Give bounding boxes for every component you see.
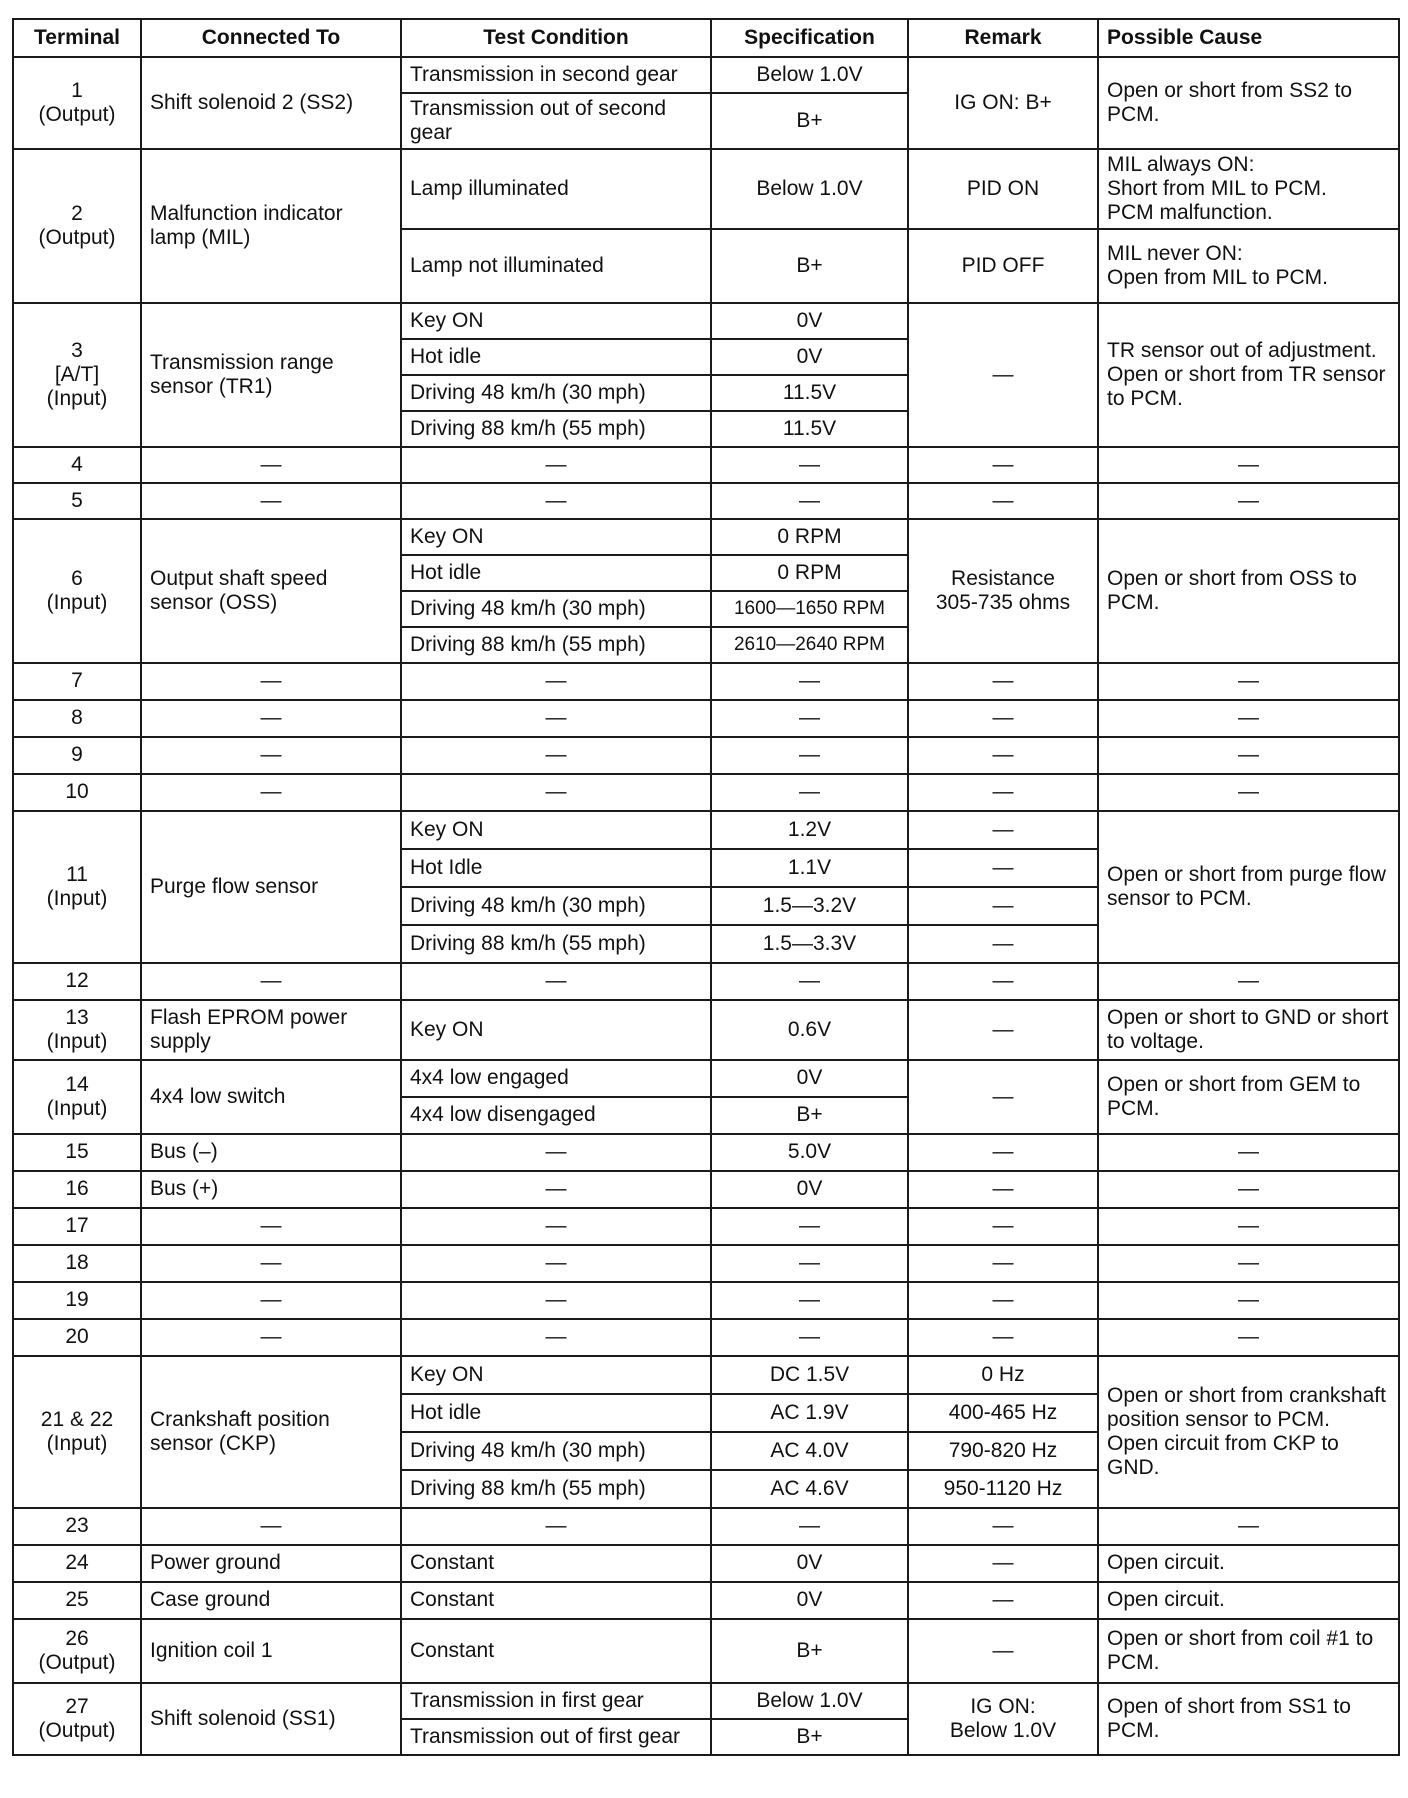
table-row [13, 1208, 1399, 1245]
table-row [13, 963, 1399, 1000]
condition-cell: — [401, 1245, 711, 1282]
terminal-cell: 27 (Output) [13, 1683, 141, 1755]
cause-cell: Open or short from coil #1 to PCM. [1098, 1619, 1399, 1683]
condition-cell: Driving 48 km/h (30 mph) [401, 1432, 711, 1470]
remark-cell: IG ON: B+ [908, 57, 1098, 149]
table-row [13, 1582, 1399, 1619]
cause-cell: — [1098, 1508, 1399, 1545]
table-row [13, 57, 1399, 93]
connected-cell: — [141, 483, 401, 519]
cause-cell: Open or short from OSS to PCM. [1098, 519, 1399, 663]
spec-cell: 0V [711, 1582, 908, 1619]
cause-cell: — [1098, 1245, 1399, 1282]
condition-cell: Constant [401, 1545, 711, 1582]
spec-cell: B+ [711, 1719, 908, 1755]
cause-cell: Open or short from SS2 to PCM. [1098, 57, 1399, 149]
terminal-cell: 18 [13, 1245, 141, 1282]
spec-cell: — [711, 700, 908, 737]
spec-cell: 0 RPM [711, 519, 908, 555]
terminal-cell: 11 (Input) [13, 811, 141, 963]
connected-cell: — [141, 963, 401, 1000]
spec-cell: Below 1.0V [711, 57, 908, 93]
cause-cell: — [1098, 963, 1399, 1000]
terminal-cell: 24 [13, 1545, 141, 1582]
terminal-cell: 26 (Output) [13, 1619, 141, 1683]
spec-cell: 0V [711, 339, 908, 375]
spec-cell: 0.6V [711, 1000, 908, 1060]
header-test-condition: Test Condition [401, 19, 711, 57]
header-specification: Specification [711, 19, 908, 57]
condition-cell: Driving 88 km/h (55 mph) [401, 925, 711, 963]
table-row [13, 1508, 1399, 1545]
spec-cell: 1.2V [711, 811, 908, 849]
terminal-cell: 25 [13, 1582, 141, 1619]
condition-cell: Key ON [401, 303, 711, 339]
cause-cell: — [1098, 483, 1399, 519]
table-row [13, 1683, 1399, 1719]
connected-cell: — [141, 774, 401, 811]
condition-cell: 4x4 low disengaged [401, 1097, 711, 1134]
connected-cell: Output shaft speed sensor (OSS) [141, 519, 401, 663]
cause-cell: — [1098, 774, 1399, 811]
spec-cell: — [711, 963, 908, 1000]
header-row [13, 19, 1399, 57]
terminal-cell: 16 [13, 1171, 141, 1208]
connected-cell: — [141, 1208, 401, 1245]
terminal-cell: 8 [13, 700, 141, 737]
condition-cell: Key ON [401, 519, 711, 555]
connected-cell: Transmission range sensor (TR1) [141, 303, 401, 447]
table-row [13, 303, 1399, 339]
table-row [13, 1000, 1399, 1060]
spec-cell: — [711, 1208, 908, 1245]
condition-cell: Transmission out of second gear [401, 93, 711, 149]
pcm-terminal-table [12, 18, 1400, 1756]
spec-cell: 11.5V [711, 375, 908, 411]
spec-cell: 5.0V [711, 1134, 908, 1171]
connected-cell: Purge flow sensor [141, 811, 401, 963]
table-row [13, 663, 1399, 700]
remark-cell: — [908, 1282, 1098, 1319]
remark-cell: — [908, 663, 1098, 700]
cause-cell: — [1098, 1134, 1399, 1171]
remark-cell: — [908, 963, 1098, 1000]
table-row [13, 1171, 1399, 1208]
condition-cell: Hot Idle [401, 849, 711, 887]
connected-cell: — [141, 1319, 401, 1356]
condition-cell: Lamp not illuminated [401, 229, 711, 303]
remark-cell: Resistance 305-735 ohms [908, 519, 1098, 663]
spec-cell: B+ [711, 1097, 908, 1134]
remark-cell: — [908, 737, 1098, 774]
remark-cell: 790-820 Hz [908, 1432, 1098, 1470]
condition-cell: Hot idle [401, 555, 711, 591]
condition-cell: — [401, 1208, 711, 1245]
table-row [13, 1319, 1399, 1356]
header-remark: Remark [908, 19, 1098, 57]
cause-cell: Open of short from SS1 to PCM. [1098, 1683, 1399, 1755]
table-row [13, 1356, 1399, 1394]
connected-cell: Case ground [141, 1582, 401, 1619]
spec-cell: — [711, 663, 908, 700]
cause-cell: — [1098, 737, 1399, 774]
spec-cell: AC 4.6V [711, 1470, 908, 1508]
cause-cell: Open or short from crankshaft position sensor to PCM. Open circuit from CKP to GND. [1098, 1356, 1399, 1508]
remark-cell: — [908, 1319, 1098, 1356]
spec-cell: B+ [711, 1619, 908, 1683]
spec-cell: Below 1.0V [711, 149, 908, 229]
terminal-cell: 12 [13, 963, 141, 1000]
remark-cell: 950-1120 Hz [908, 1470, 1098, 1508]
remark-cell: — [908, 1000, 1098, 1060]
remark-cell: — [908, 1208, 1098, 1245]
condition-cell: Driving 48 km/h (30 mph) [401, 887, 711, 925]
condition-cell: Driving 48 km/h (30 mph) [401, 375, 711, 411]
spec-cell: 1600—1650 RPM [711, 591, 908, 627]
terminal-cell: 4 [13, 447, 141, 483]
connected-cell: Power ground [141, 1545, 401, 1582]
cause-cell: — [1098, 1282, 1399, 1319]
terminal-cell: 19 [13, 1282, 141, 1319]
table-row [13, 149, 1399, 229]
remark-cell: PID OFF [908, 229, 1098, 303]
cause-cell: — [1098, 700, 1399, 737]
table-row [13, 700, 1399, 737]
table-row [13, 774, 1399, 811]
spec-cell: 2610—2640 RPM [711, 627, 908, 663]
spec-cell: 1.5—3.3V [711, 925, 908, 963]
spec-cell: 0 RPM [711, 555, 908, 591]
connected-cell: — [141, 663, 401, 700]
remark-cell: — [908, 849, 1098, 887]
remark-cell: — [908, 1171, 1098, 1208]
spec-cell: 1.5—3.2V [711, 887, 908, 925]
condition-cell: Constant [401, 1619, 711, 1683]
spec-cell: — [711, 447, 908, 483]
terminal-cell: 3 [A/T] (Input) [13, 303, 141, 447]
connected-cell: Ignition coil 1 [141, 1619, 401, 1683]
terminal-cell: 17 [13, 1208, 141, 1245]
remark-cell: — [908, 811, 1098, 849]
terminal-cell: 13 (Input) [13, 1000, 141, 1060]
condition-cell: Key ON [401, 811, 711, 849]
terminal-cell: 21 & 22 (Input) [13, 1356, 141, 1508]
terminal-cell: 6 (Input) [13, 519, 141, 663]
spec-cell: — [711, 1245, 908, 1282]
spec-cell: DC 1.5V [711, 1356, 908, 1394]
condition-cell: Transmission out of first gear [401, 1719, 711, 1755]
remark-cell: — [908, 1245, 1098, 1282]
spec-cell: 0V [711, 1545, 908, 1582]
table-row [13, 483, 1399, 519]
condition-cell: — [401, 737, 711, 774]
remark-cell: — [908, 1619, 1098, 1683]
cause-cell: TR sensor out of adjustment. Open or short from TR sensor to PCM. [1098, 303, 1399, 447]
condition-cell: Key ON [401, 1000, 711, 1060]
connected-cell: — [141, 1245, 401, 1282]
table-row [13, 1619, 1399, 1683]
spec-cell: AC 1.9V [711, 1394, 908, 1432]
remark-cell: — [908, 1060, 1098, 1134]
remark-cell: PID ON [908, 149, 1098, 229]
connected-cell: Shift solenoid (SS1) [141, 1683, 401, 1755]
header-possible-cause: Possible Cause [1098, 19, 1399, 57]
spec-cell: — [711, 1508, 908, 1545]
connected-cell: — [141, 1282, 401, 1319]
terminal-cell: 9 [13, 737, 141, 774]
remark-cell: — [908, 1134, 1098, 1171]
remark-cell: — [908, 1508, 1098, 1545]
terminal-cell: 23 [13, 1508, 141, 1545]
cause-cell: Open circuit. [1098, 1545, 1399, 1582]
condition-cell: Key ON [401, 1356, 711, 1394]
table-row [13, 1060, 1399, 1097]
connected-cell: Bus (+) [141, 1171, 401, 1208]
condition-cell: — [401, 1508, 711, 1545]
condition-cell: Driving 88 km/h (55 mph) [401, 627, 711, 663]
cause-cell: Open or short from purge flow sensor to PCM. [1098, 811, 1399, 963]
spec-cell: 11.5V [711, 411, 908, 447]
cause-cell: MIL always ON: Short from MIL to PCM. PCM malfunction. [1098, 149, 1399, 229]
cause-cell: Open or short from GEM to PCM. [1098, 1060, 1399, 1134]
header-connected-to: Connected To [141, 19, 401, 57]
spec-cell: — [711, 1282, 908, 1319]
remark-cell: — [908, 303, 1098, 447]
remark-cell: — [908, 700, 1098, 737]
table-row [13, 519, 1399, 555]
spec-cell: Below 1.0V [711, 1683, 908, 1719]
terminal-cell: 2 (Output) [13, 149, 141, 303]
condition-cell: — [401, 483, 711, 519]
connected-cell: — [141, 447, 401, 483]
spec-cell: AC 4.0V [711, 1432, 908, 1470]
remark-cell: IG ON: Below 1.0V [908, 1683, 1098, 1755]
spec-cell: — [711, 483, 908, 519]
remark-cell: — [908, 887, 1098, 925]
condition-cell: Lamp illuminated [401, 149, 711, 229]
spec-cell: — [711, 1319, 908, 1356]
spec-cell: 1.1V [711, 849, 908, 887]
connected-cell: Shift solenoid 2 (SS2) [141, 57, 401, 149]
connected-cell: Bus (–) [141, 1134, 401, 1171]
terminal-cell: 10 [13, 774, 141, 811]
connected-cell: — [141, 1508, 401, 1545]
remark-cell: — [908, 447, 1098, 483]
remark-cell: — [908, 1545, 1098, 1582]
condition-cell: Hot idle [401, 339, 711, 375]
cause-cell: Open circuit. [1098, 1582, 1399, 1619]
spec-cell: 0V [711, 303, 908, 339]
condition-cell: — [401, 774, 711, 811]
table-row [13, 737, 1399, 774]
remark-cell: — [908, 774, 1098, 811]
cause-cell: Open or short to GND or short to voltage. [1098, 1000, 1399, 1060]
connected-cell: Malfunction indicator lamp (MIL) [141, 149, 401, 303]
condition-cell: Transmission in first gear [401, 1683, 711, 1719]
remark-cell: — [908, 925, 1098, 963]
condition-cell: — [401, 700, 711, 737]
connected-cell: Crankshaft position sensor (CKP) [141, 1356, 401, 1508]
condition-cell: Driving 48 km/h (30 mph) [401, 591, 711, 627]
terminal-cell: 1 (Output) [13, 57, 141, 149]
condition-cell: — [401, 963, 711, 1000]
condition-cell: Constant [401, 1582, 711, 1619]
condition-cell: 4x4 low engaged [401, 1060, 711, 1097]
spec-cell: 0V [711, 1060, 908, 1097]
terminal-cell: 7 [13, 663, 141, 700]
spec-cell: B+ [711, 229, 908, 303]
remark-cell: — [908, 483, 1098, 519]
cause-cell: — [1098, 447, 1399, 483]
cause-cell: MIL never ON: Open from MIL to PCM. [1098, 229, 1399, 303]
connected-cell: Flash EPROM power supply [141, 1000, 401, 1060]
spec-cell: B+ [711, 93, 908, 149]
table-row [13, 447, 1399, 483]
table-row [13, 811, 1399, 849]
header-terminal: Terminal [13, 19, 141, 57]
connected-cell: — [141, 700, 401, 737]
remark-cell: 400-465 Hz [908, 1394, 1098, 1432]
condition-cell: — [401, 663, 711, 700]
condition-cell: — [401, 1319, 711, 1356]
table-row [13, 1282, 1399, 1319]
table-row [13, 1545, 1399, 1582]
table-row [13, 1245, 1399, 1282]
remark-cell: 0 Hz [908, 1356, 1098, 1394]
spec-cell: — [711, 737, 908, 774]
table-row [13, 1134, 1399, 1171]
condition-cell: — [401, 1282, 711, 1319]
condition-cell: — [401, 1171, 711, 1208]
condition-cell: Driving 88 km/h (55 mph) [401, 1470, 711, 1508]
terminal-cell: 15 [13, 1134, 141, 1171]
remark-cell: — [908, 1582, 1098, 1619]
connected-cell: 4x4 low switch [141, 1060, 401, 1134]
condition-cell: Transmission in second gear [401, 57, 711, 93]
cause-cell: — [1098, 663, 1399, 700]
terminal-cell: 14 (Input) [13, 1060, 141, 1134]
cause-cell: — [1098, 1171, 1399, 1208]
spec-cell: 0V [711, 1171, 908, 1208]
connected-cell: — [141, 737, 401, 774]
terminal-cell: 20 [13, 1319, 141, 1356]
condition-cell: Driving 88 km/h (55 mph) [401, 411, 711, 447]
cause-cell: — [1098, 1319, 1399, 1356]
cause-cell: — [1098, 1208, 1399, 1245]
spec-cell: — [711, 774, 908, 811]
condition-cell: — [401, 447, 711, 483]
condition-cell: Hot idle [401, 1394, 711, 1432]
condition-cell: — [401, 1134, 711, 1171]
terminal-cell: 5 [13, 483, 141, 519]
